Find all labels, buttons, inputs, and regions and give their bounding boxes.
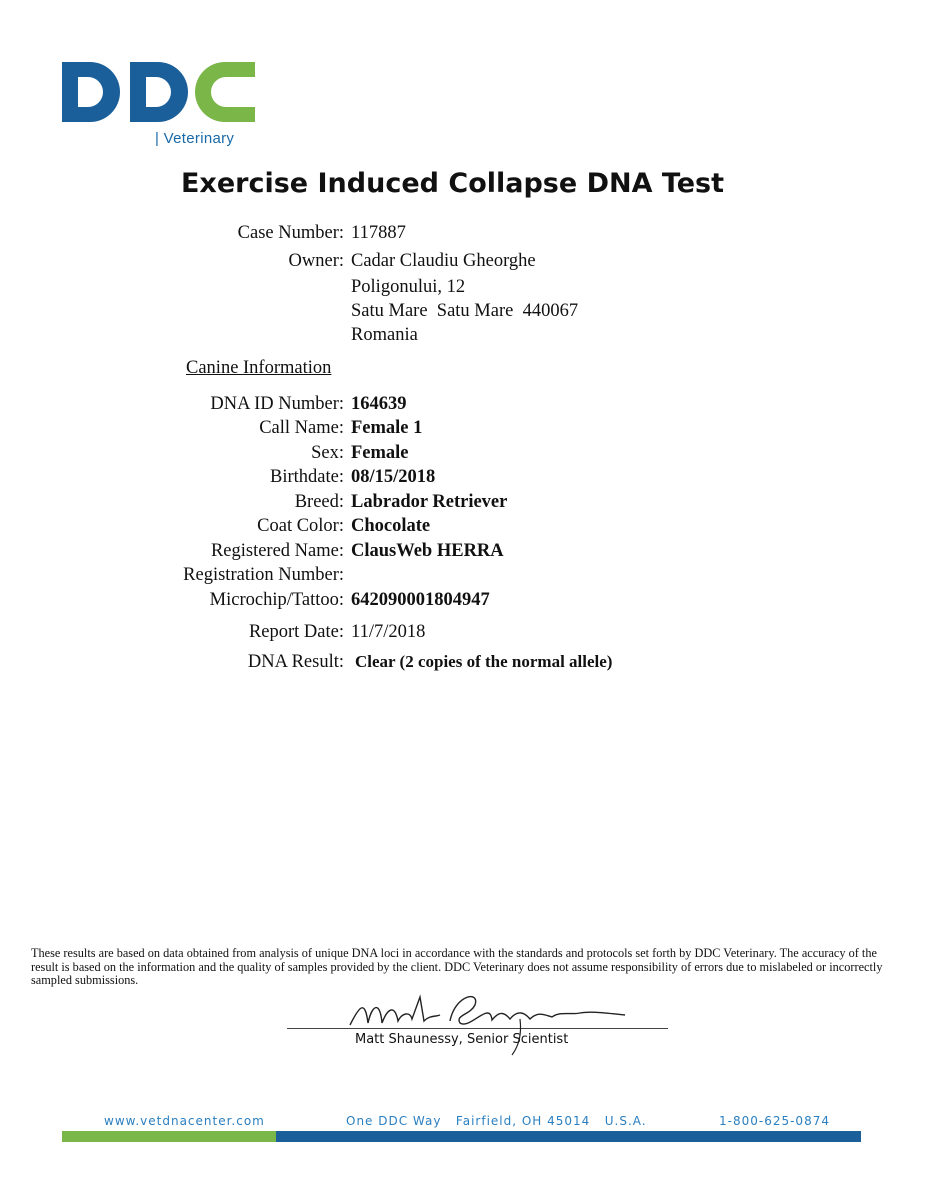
logo-subtitle: | Veterinary bbox=[155, 130, 235, 147]
birthdate-value: 08/15/2018 bbox=[351, 467, 436, 487]
footer-bar-green bbox=[62, 1131, 276, 1142]
footer-phone: 1-800-625-0874 bbox=[719, 1114, 830, 1128]
case-number-value: 117887 bbox=[351, 223, 406, 243]
footer-website[interactable]: www.vetdnacenter.com bbox=[104, 1114, 265, 1128]
field-label: Birthdate: bbox=[270, 467, 344, 487]
field-label: Registered Name: bbox=[210, 541, 344, 561]
dna-id-value: 164639 bbox=[351, 394, 407, 414]
handwritten-signature bbox=[340, 985, 640, 1060]
report-date-label: Report Date: bbox=[248, 622, 344, 642]
field-label: Sex: bbox=[311, 443, 344, 463]
dna-result-value: Clear (2 copies of the normal allele) bbox=[355, 652, 613, 671]
disclaimer-text: These results are based on data obtained from analysis of unique DNA loci in accordance with the standards and protocols set forth by DDC Veterinary. The accuracy of the result is based on the information and the quality of samples provided by the client. DDC Veterinary does not assume responsibility of errors due to mislabeled or incorrectly sampled submissions. bbox=[31, 946, 883, 987]
canine-section-title: Canine Information bbox=[186, 358, 332, 378]
owner-address-line3: Romania bbox=[351, 325, 418, 345]
page-title: Exercise Induced Collapse DNA Test bbox=[180, 168, 725, 199]
breed-value: Labrador Retriever bbox=[351, 492, 508, 512]
logo-letter-c bbox=[195, 62, 255, 122]
field-label: Coat Color: bbox=[257, 516, 344, 536]
footer-bar-blue bbox=[276, 1131, 861, 1142]
logo-letter-d2 bbox=[130, 62, 188, 122]
owner-name: Cadar Claudiu Gheorghe bbox=[351, 251, 536, 271]
footer-address: One DDC Way Fairfield, OH 45014 U.S.A. bbox=[346, 1114, 647, 1128]
field-label: Call Name: bbox=[259, 418, 344, 438]
owner-address-line2: Satu Mare Satu Mare 440067 bbox=[351, 301, 579, 321]
case-number-label: Case Number: bbox=[237, 223, 344, 243]
dna-result-label: DNA Result: bbox=[247, 652, 344, 672]
field-label: Registration Number: bbox=[183, 565, 344, 585]
logo-letter-d1 bbox=[62, 62, 120, 122]
coat-color-value: Chocolate bbox=[351, 516, 431, 536]
report-date-value: 11/7/2018 bbox=[351, 622, 426, 642]
registered-name-value: ClausWeb HERRA bbox=[351, 541, 504, 561]
owner-address-line1: Poligonului, 12 bbox=[351, 277, 466, 297]
field-label: Breed: bbox=[294, 492, 344, 512]
field-label: Microchip/Tattoo: bbox=[209, 590, 344, 610]
sex-value: Female bbox=[351, 443, 409, 463]
field-label: DNA ID Number: bbox=[210, 394, 344, 414]
microchip-value: 642090001804947 bbox=[351, 590, 490, 610]
call-name-value: Female 1 bbox=[351, 418, 423, 438]
owner-label: Owner: bbox=[288, 251, 344, 271]
signatory-name-title: Matt Shaunessy, Senior Scientist bbox=[355, 1032, 569, 1047]
